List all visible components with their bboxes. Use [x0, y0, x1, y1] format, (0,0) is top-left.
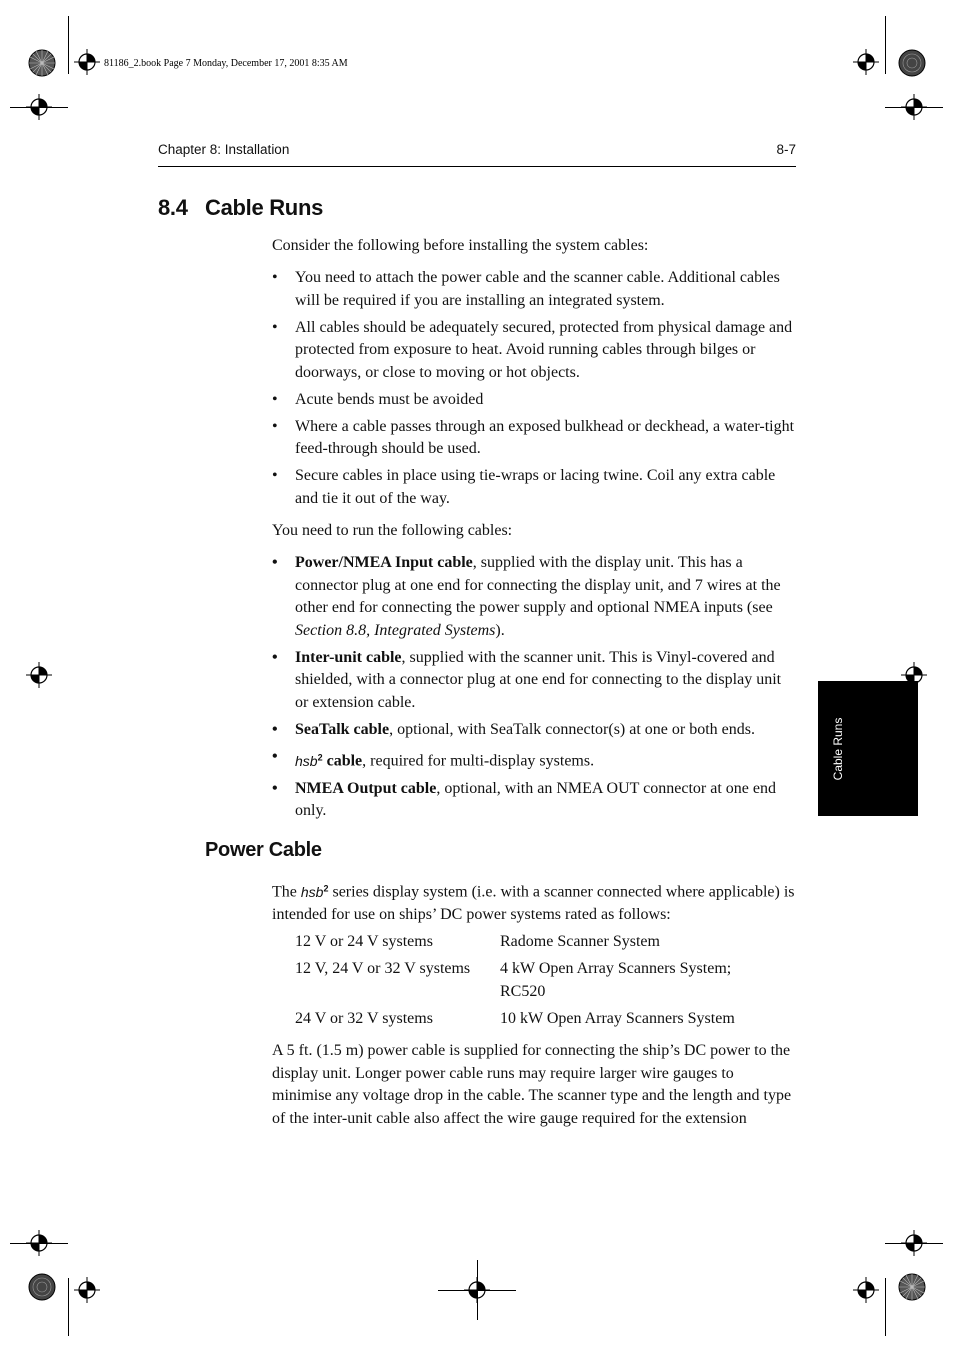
list-item: • All cables should be adequately secured, protected from physical damage and protected from exposure to heat. Avoid running cables through bilges or doorways, or close to moving or hot objects. — [272, 318, 793, 381]
list-item: • NMEA Output cable, optional, with an NMEA OUT connector at one end only. — [272, 779, 776, 820]
color-rosette-icon — [28, 49, 56, 77]
crop-line — [885, 16, 886, 74]
registration-mark-icon — [853, 49, 879, 75]
registration-mark-icon — [901, 1230, 927, 1256]
power-paragraph-1: The hsb$^2$ series display system (i.e. with a scanner connected where applicable) is intended for use on ships’ DC power systems rated as follows: — [272, 883, 795, 924]
cables-intro: You need to run the following cables: — [272, 522, 513, 539]
chapter-side-tab — [818, 681, 918, 816]
color-rosette-icon — [898, 1273, 926, 1301]
registration-mark-icon — [26, 94, 52, 120]
section-title: Cable Runs — [205, 195, 324, 220]
crop-line — [68, 16, 69, 74]
crop-line — [477, 1260, 478, 1320]
list-item: • Secure cables in place using tie-wraps or lacing twine. Coil any extra cable and tie it out of the way. — [272, 467, 776, 507]
side-tab-label: Cable Runs — [831, 717, 845, 781]
registration-mark-icon — [853, 1277, 879, 1303]
registration-mark-icon — [74, 1277, 100, 1303]
power-paragraph-2: A 5 ft. (1.5 m) power cable is supplied for connecting the ship’s DC power to the display unit. Longer power cable runs may require larger wire gauges to minimise any voltage drop in the cable. The scanner type and the length and type of the inter-unit cable also affect the wire gauge required for the extension — [272, 1042, 792, 1127]
table-row — [295, 958, 770, 1003]
color-rosette-icon — [28, 1273, 56, 1301]
crop-line — [68, 1278, 69, 1336]
cross-reference: Section 8.8, Integrated Systems — [295, 621, 496, 639]
table-row — [295, 931, 770, 954]
registration-mark-icon — [26, 1230, 52, 1256]
subsection-heading: Power Cable — [205, 839, 322, 861]
list-item: • SeaTalk cable, optional, with SeaTalk connector(s) at one or both ends. — [272, 720, 755, 738]
section-heading — [158, 195, 323, 221]
running-header — [158, 142, 796, 167]
color-rosette-icon — [898, 49, 926, 77]
voltage-cell: 12 V, 24 V or 32 V systems — [295, 959, 471, 977]
considerations-list — [272, 267, 796, 515]
registration-mark-icon — [74, 49, 100, 75]
table-row — [295, 1008, 770, 1031]
cables-list — [272, 552, 796, 827]
chapter-title: Chapter 8: Installation — [158, 142, 290, 157]
system-cell: 4 kW Open Array Scanners System; RC520 — [500, 959, 732, 1000]
crop-line — [885, 1278, 886, 1336]
system-cell: Radome Scanner System — [500, 933, 660, 950]
power-systems-table — [295, 931, 770, 1035]
book-info: 81186_2.book Page 7 Monday, December 17, 2001 8:35 AM — [104, 58, 348, 69]
page-number: 8-7 — [776, 142, 796, 157]
list-item: • Inter-unit cable, supplied with the scanner unit. This is Vinyl-covered and shielded, with a connector plug at one end for connecting to the display unit or extension cable. — [272, 648, 782, 711]
intro-paragraph: Consider the following before installing the system cables: — [272, 237, 649, 254]
list-item: • hsb$^2$ cable, required for multi-display systems. — [272, 747, 595, 770]
list-item: • Acute bends must be avoided — [272, 390, 484, 408]
registration-mark-icon — [26, 662, 52, 688]
voltage-cell: 24 V or 32 V systems — [295, 1009, 433, 1027]
list-item: • Power/NMEA Input cable, supplied with the display unit. This has a connector plug at one end for connecting the display unit, and 7 wires at the other end for connecting the power supply and optional NMEA inputs (see Section 8.8, Integrated Systems). — [272, 554, 781, 639]
system-cell: 10 kW Open Array Scanners System — [500, 1009, 735, 1027]
list-item: • Where a cable passes through an exposed bulkhead or deckhead, a water-tight feed-through should be used. — [272, 417, 795, 458]
registration-mark-icon — [901, 94, 927, 120]
voltage-cell: 12 V or 24 V systems — [295, 933, 433, 950]
list-item: • You need to attach the power cable and the scanner cable. Additional cables will be required if you are installing an integrated system. — [272, 269, 780, 309]
section-number: 8.4 — [158, 195, 188, 220]
